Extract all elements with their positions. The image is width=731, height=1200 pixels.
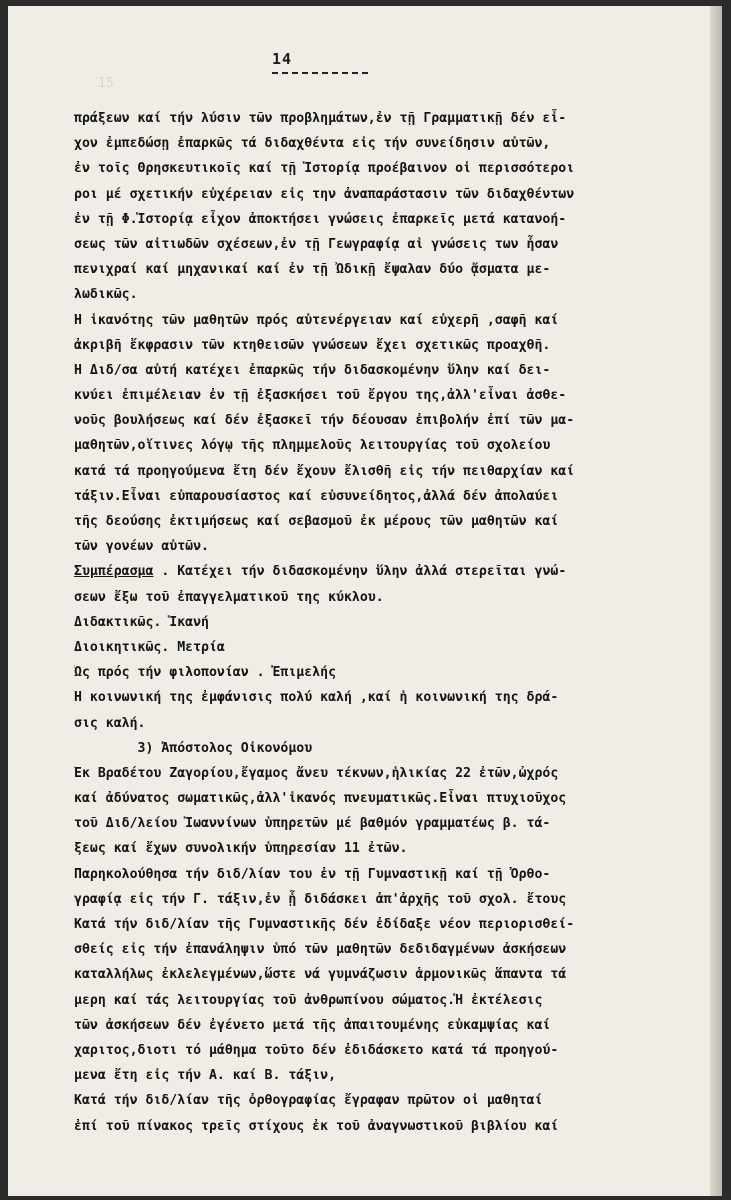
- text-line: Ἐκ Βραδέτου Ζαγορίου,ἔγαμος ἄνευ τέκνων,ἡλικίας 22 ἐτῶν,ὠχρός: [74, 765, 559, 781]
- conclusion-label: Συμπέρασμα: [74, 564, 154, 580]
- text-line: Κατά τήν διδ/λίαν τῆς ὀρθογραφίας ἔγραφαν πρῶτον οἱ μαθηταί: [74, 1093, 543, 1109]
- text-line: μενα ἔτη εἰς τήν Α. καί Β. τάξιν,: [74, 1068, 337, 1084]
- text-line: χον ἐμπεδώσῃ ἐπαρκῶς τά διδαχθέντα εἰς τήν συνείδησιν αὐτῶν,: [74, 136, 551, 152]
- text-line: καί ἀδύνατος σωματικῶς,ἀλλ'ἱκανός πνευματικῶς.Εἶναι πτυχιοῦχος: [74, 791, 567, 807]
- text-line: τοῦ Διδ/λείου Ἰωαννίνων ὑπηρετῶν μέ βαθμόν γραμματέως β. τά-: [74, 816, 551, 832]
- text-line: λωδικῶς.: [74, 287, 138, 303]
- page-number-rule: [272, 72, 368, 74]
- text-line: χαριτος,διοτι τό μάθημα τοῦτο δέν ἐδιδάσκετο κατά τά προηγού-: [74, 1042, 559, 1058]
- body-text: [74, 106, 720, 1139]
- bleed-through-text: 15: [98, 76, 114, 91]
- text-line: ἐν τοῖς Θρησκευτικοῖς καί τῇ Ἱστορίᾳ προέβαινον οἱ περισσότεροι: [74, 161, 575, 177]
- text-line: μαθητῶν,οἵτινες λόγῳ τῆς πλημμελοῦς λειτουργίας τοῦ σχολείου: [74, 438, 551, 454]
- text-line: πενιχραί καί μηχανικαί καί ἐν τῇ Ὠδικῇ ἔψαλαν δύο ᾄσματα με-: [74, 262, 551, 278]
- text-line: τῶν ἀσκήσεων δέν ἐγένετο μετά τῆς ἀπαιτουμένης εὐκαμψίας καί: [74, 1017, 551, 1033]
- text-line: τῆς δεούσης ἐκτιμήσεως καί σεβασμοῦ ἐκ μέρους τῶν μαθητῶν καί: [74, 514, 559, 529]
- text-line: νοῦς βουλήσεως καί δέν ἐξασκεῖ τήν δέουσαν ἐπιβολήν ἐπί τῶν μα-: [74, 413, 575, 429]
- text-line: Ἡ κοινωνική της ἐμφάνισις πολύ καλή ,καί ἡ κοινωνική της δρά-: [74, 690, 559, 706]
- text-line: Παρηκολούθησα τήν διδ/λίαν του ἐν τῇ Γυμναστικῇ καί τῇ Ὀρθο-: [74, 866, 551, 882]
- text-line: κνύει ἐπιμέλειαν ἐν τῇ ἐξασκήσει τοῦ ἔργου της,ἀλλ'εἶναι ἀσθε-: [74, 388, 567, 404]
- text-line: σις καλή.: [74, 715, 146, 731]
- document-page: [8, 6, 722, 1196]
- text-line: γραφίᾳ εἰς τήν Γ. τάξιν,ἐν ᾗ διδάσκει ἀπ'ἀρχῆς τοῦ σχολ. ἔτους: [74, 891, 567, 907]
- text-line: καταλλήλως ἐκλελεγμένων,ὥστε νά γυμνάζωσιν ἁρμονικῶς ἅπαντα τά: [74, 967, 567, 983]
- text-line: ἀκριβῆ ἔκφρασιν τῶν κτηθεισῶν γνώσεων ἔχει σχετικῶς προαχθῆ.: [74, 337, 551, 353]
- text-line: Ἡ Διδ/σα αὐτή κατέχει ἐπαρκῶς τήν διδασκομένην ὕλην καί δει-: [74, 362, 551, 378]
- text-line: Διδακτικῶς. Ἱκανή: [74, 614, 209, 630]
- text-line: πράξεων καί τήν λύσιν τῶν προβλημάτων,ἐν τῇ Γραμματικῇ δέν εἶ-: [74, 111, 567, 126]
- text-line: τῶν γονέων αὐτῶν.: [74, 539, 209, 555]
- conclusion-text: . Κατέχει τήν διδασκομένην ὕλην ἀλλά στερεῖται γνώ-: [153, 564, 567, 580]
- text-line: ροι μέ σχετικήν εὐχέρειαν εἰς την ἀναπαράστασιν τῶν διδαχθέντων: [74, 186, 575, 202]
- text-line: τάξιν.Εἶναι εὐπαρουσίαστος καί εὐσυνείδητος,ἀλλά δέν ἀπολαύει: [74, 488, 559, 504]
- text-line: σεων ἔξω τοῦ ἐπαγγελματικοῦ της κύκλου.: [74, 589, 384, 605]
- text-line: μερη καί τάς λειτουργίας τοῦ ἀνθρωπίνου σώματος.Ἡ ἐκτέλεσις: [74, 992, 543, 1008]
- section-heading: 3) Ἀπόστολος Οἰκονόμου: [74, 740, 313, 756]
- text-line: ἐπί τοῦ πίνακος τρεῖς στίχους ἐκ τοῦ ἀναγνωστικοῦ βιβλίου καί: [74, 1118, 559, 1134]
- page-number: 14: [272, 50, 293, 68]
- text-line: σθείς εἰς τήν ἐπανάληψιν ὑπό τῶν μαθητῶν δεδιδαγμένων ἀσκήσεων: [74, 942, 567, 958]
- text-line: Ἡ ἱκανότης τῶν μαθητῶν πρός αὐτενέργειαν καί εὐχερῆ ,σαφῆ καί: [74, 312, 559, 328]
- text-line: κατά τά προηγούμενα ἔτη δέν ἔχουν ἔλισθῆ εἰς τήν πειθαρχίαν καί: [74, 463, 575, 479]
- text-line: Διοικητικῶς. Μετρία: [74, 639, 225, 655]
- text-line: Ὡς πρός τήν φιλοπονίαν . Ἐπιμελής: [74, 665, 337, 681]
- text-line: Κατά τήν διδ/λίαν τῆς Γυμναστικῆς δέν ἐδίδαξε νέον περιορισθεί-: [74, 917, 575, 932]
- text-line: ξεως καί ἔχων συνολικήν ὑπηρεσίαν 11 ἐτῶν.: [74, 841, 408, 857]
- text-line: ἐν τῇ Φ.Ἱστορίᾳ εἶχον ἀποκτήσει γνώσεις ἐπαρκεῖς μετά κατανοή-: [74, 211, 567, 227]
- text-line: σεως τῶν αἰτιωδῶν σχέσεων,ἐν τῇ Γεωγραφίᾳ αἱ γνώσεις των ἦσαν: [74, 236, 559, 252]
- conclusion-line: [74, 559, 720, 584]
